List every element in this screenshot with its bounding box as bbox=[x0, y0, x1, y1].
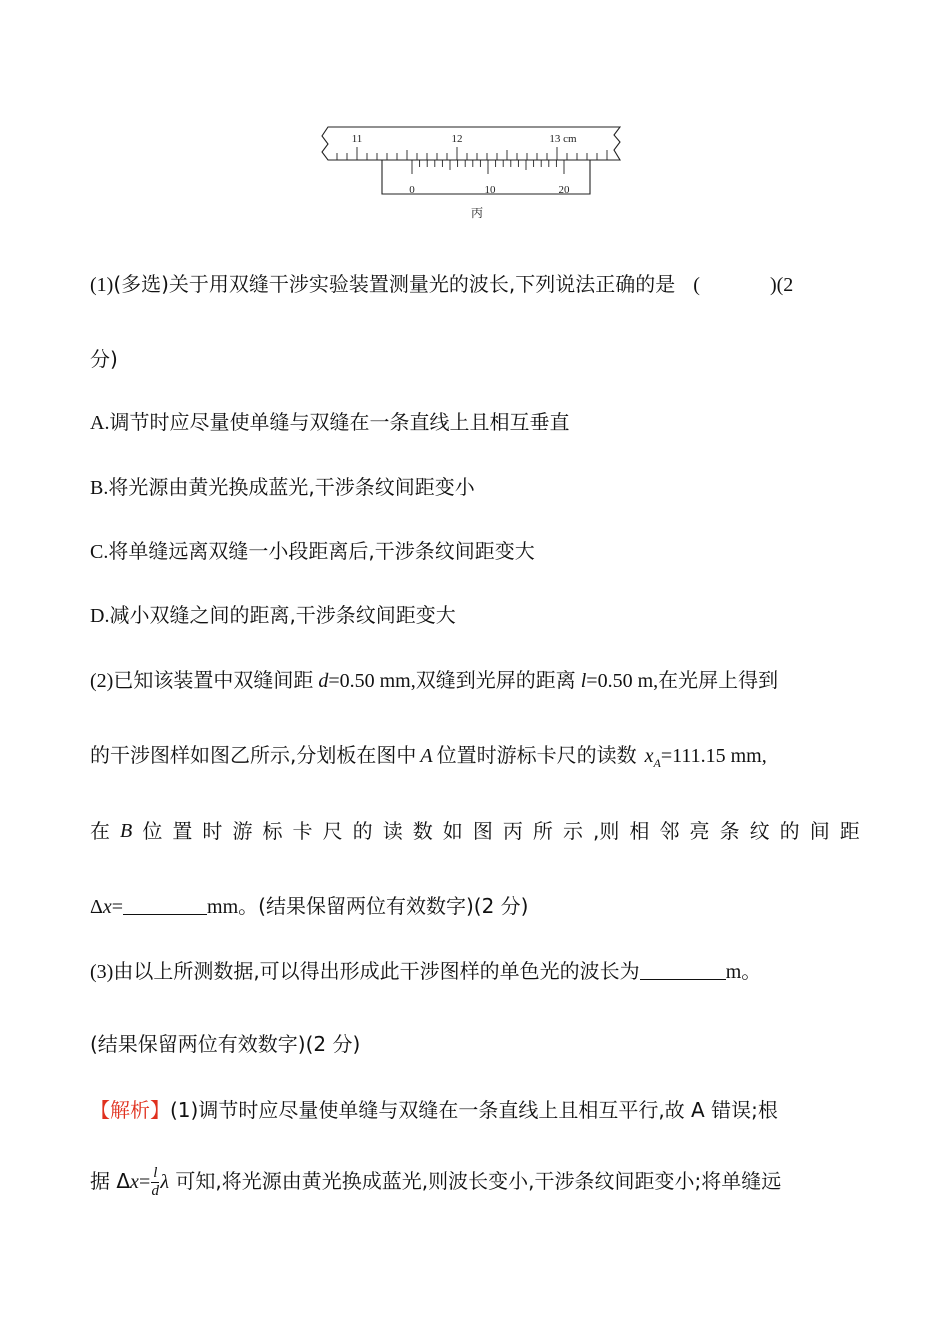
q2-l-symbol: l bbox=[580, 670, 587, 692]
option-a-letter: A. bbox=[90, 412, 110, 434]
analysis-line-2 bbox=[90, 1166, 781, 1199]
q2-line3-char: 丙 bbox=[502, 819, 523, 843]
option-b bbox=[90, 473, 475, 502]
q2-number: (2) bbox=[90, 670, 114, 692]
q2-text-4: 的干涉图样如图乙所示,分划板在图中 bbox=[90, 743, 417, 767]
q2-line3-char: 如 bbox=[442, 819, 463, 843]
main-scale-label-11: 11 bbox=[351, 133, 363, 145]
q3-answer-blank[interactable] bbox=[640, 959, 726, 980]
q2-b-symbol: B bbox=[120, 820, 133, 842]
q1-number: (1) bbox=[90, 274, 114, 296]
q2-line3-char: 的 bbox=[779, 819, 800, 843]
q2-line3-char: 亮 bbox=[689, 819, 710, 843]
q2-line3-char: 数 bbox=[412, 819, 433, 843]
question-2-line-2 bbox=[90, 741, 767, 777]
q2-line3-char: 邻 bbox=[659, 819, 680, 843]
q2-line3-char: 游 bbox=[232, 819, 253, 843]
option-b-letter: B. bbox=[90, 477, 109, 499]
q2-d-symbol: d bbox=[318, 670, 329, 692]
q2-line3-char: ,则 bbox=[593, 819, 620, 843]
q2-text-1: 已知该装置中双缝间距 bbox=[113, 668, 314, 692]
q2-delta: Δ bbox=[90, 896, 103, 918]
option-d bbox=[90, 601, 456, 630]
q2-line3-char: 读 bbox=[382, 819, 403, 843]
analysis-tag: 【解析】 bbox=[90, 1098, 170, 1122]
question-1-score-end bbox=[90, 345, 118, 373]
question-3-line-2 bbox=[90, 1030, 360, 1058]
q2-text-5: 位置时游标卡尺的读数 bbox=[436, 743, 637, 767]
q2-line3-char: 纹 bbox=[749, 819, 770, 843]
q2-answer-blank[interactable] bbox=[123, 894, 207, 915]
q2-d-value: =0.50 mm, bbox=[328, 670, 416, 692]
q2-line3-char: 图 bbox=[472, 819, 493, 843]
lambda-symbol: λ bbox=[160, 1171, 170, 1193]
option-c-letter: C. bbox=[90, 541, 109, 563]
q2-note: (结果保留两位有效数字)(2 分) bbox=[258, 894, 529, 918]
q1-text: (多选)关于用双缝干涉实验装置测量光的波长,下列说法正确的是 bbox=[113, 272, 676, 296]
q2-line3-char: 标 bbox=[262, 819, 283, 843]
q2-line3-char: 相 bbox=[629, 819, 650, 843]
option-c-text: 将单缝远离双缝一小段距离后,干涉条纹间距变大 bbox=[108, 539, 535, 563]
question-2-line-1 bbox=[90, 666, 778, 695]
option-d-text: 减小双缝之间的距离,干涉条纹间距变大 bbox=[109, 603, 456, 627]
analysis-line-1 bbox=[90, 1096, 778, 1124]
vernier-label-20: 20 bbox=[558, 184, 570, 196]
main-scale-label-13cm: 13 cm bbox=[549, 133, 577, 145]
q2-l-value: =0.50 m, bbox=[586, 670, 659, 692]
vernier-caliper-figure bbox=[320, 122, 632, 226]
q2-x-value: =111.15 mm, bbox=[660, 745, 767, 767]
question-3-line-1 bbox=[90, 957, 761, 986]
q1-score-end: 分) bbox=[90, 347, 118, 371]
q1-answer-open: ( bbox=[693, 274, 700, 296]
option-c bbox=[90, 537, 535, 566]
q3-unit: m。 bbox=[725, 961, 762, 983]
question-2-line-3 bbox=[90, 817, 860, 845]
q2-line3-char: 距 bbox=[839, 819, 860, 843]
analysis-text-1: (1)调节时应尽量使单缝与双缝在一条直线上且相互平行,故 A 错误;根 bbox=[170, 1098, 778, 1122]
fraction-l-over-d bbox=[151, 1166, 159, 1199]
q2-x-subscript: A bbox=[653, 756, 661, 770]
q2-line3-char: 示 bbox=[562, 819, 583, 843]
analysis-equals: = bbox=[138, 1171, 151, 1193]
q2-dx-equals: = bbox=[111, 896, 124, 918]
q2-line3-char: 置 bbox=[172, 819, 193, 843]
q2-dx-x: x bbox=[102, 896, 112, 918]
q1-answer-close: ) bbox=[769, 274, 777, 296]
q2-line3-char: 位 bbox=[142, 819, 163, 843]
q2-line3-pre: 在 bbox=[90, 819, 110, 843]
option-a-text: 调节时应尽量使单缝与双缝在一条直线上且相互垂直 bbox=[109, 410, 570, 434]
q2-line3-char: 尺 bbox=[322, 819, 343, 843]
q1-score: (2 bbox=[776, 274, 794, 296]
analysis-pre: 据 Δ bbox=[90, 1169, 131, 1193]
q3-text: 由以上所测数据,可以得出形成此干涉图样的单色光的波长为 bbox=[113, 959, 640, 983]
vernier-label-10: 10 bbox=[484, 184, 496, 196]
analysis-x: x bbox=[130, 1171, 139, 1193]
analysis-text-2: 可知,将光源由黄光换成蓝光,则波长变小,干涉条纹间距变小;将单缝远 bbox=[169, 1169, 782, 1193]
main-scale-label-12: 12 bbox=[451, 133, 463, 145]
option-d-letter: D. bbox=[90, 605, 110, 627]
q3-number: (3) bbox=[90, 961, 114, 983]
q2-line3-char: 所 bbox=[532, 819, 553, 843]
q2-x-symbol: x bbox=[644, 745, 654, 767]
question-2-line-4 bbox=[90, 892, 528, 921]
fraction-denominator: d bbox=[151, 1183, 160, 1199]
q2-text-2: 双缝到光屏的距离 bbox=[415, 668, 576, 692]
q2-line3-char: 间 bbox=[809, 819, 830, 843]
q2-line3-char: 卡 bbox=[292, 819, 313, 843]
fraction-numerator: l bbox=[153, 1165, 158, 1181]
option-b-text: 将光源由黄光换成蓝光,干涉条纹间距变小 bbox=[108, 475, 475, 499]
figure-caption: 丙 bbox=[470, 206, 484, 220]
q2-text-3: 在光屏上得到 bbox=[658, 668, 779, 692]
option-a bbox=[90, 408, 569, 437]
q2-dx-unit: mm。 bbox=[207, 896, 259, 918]
vernier-label-0: 0 bbox=[409, 184, 415, 196]
q2-line3-char: 条 bbox=[719, 819, 740, 843]
q3-note: (结果保留两位有效数字)(2 分) bbox=[90, 1032, 361, 1056]
q2-a-symbol: A bbox=[420, 745, 433, 767]
question-1 bbox=[90, 270, 793, 299]
q2-line3-char: 时 bbox=[202, 819, 223, 843]
q2-line3-char: 的 bbox=[352, 819, 373, 843]
